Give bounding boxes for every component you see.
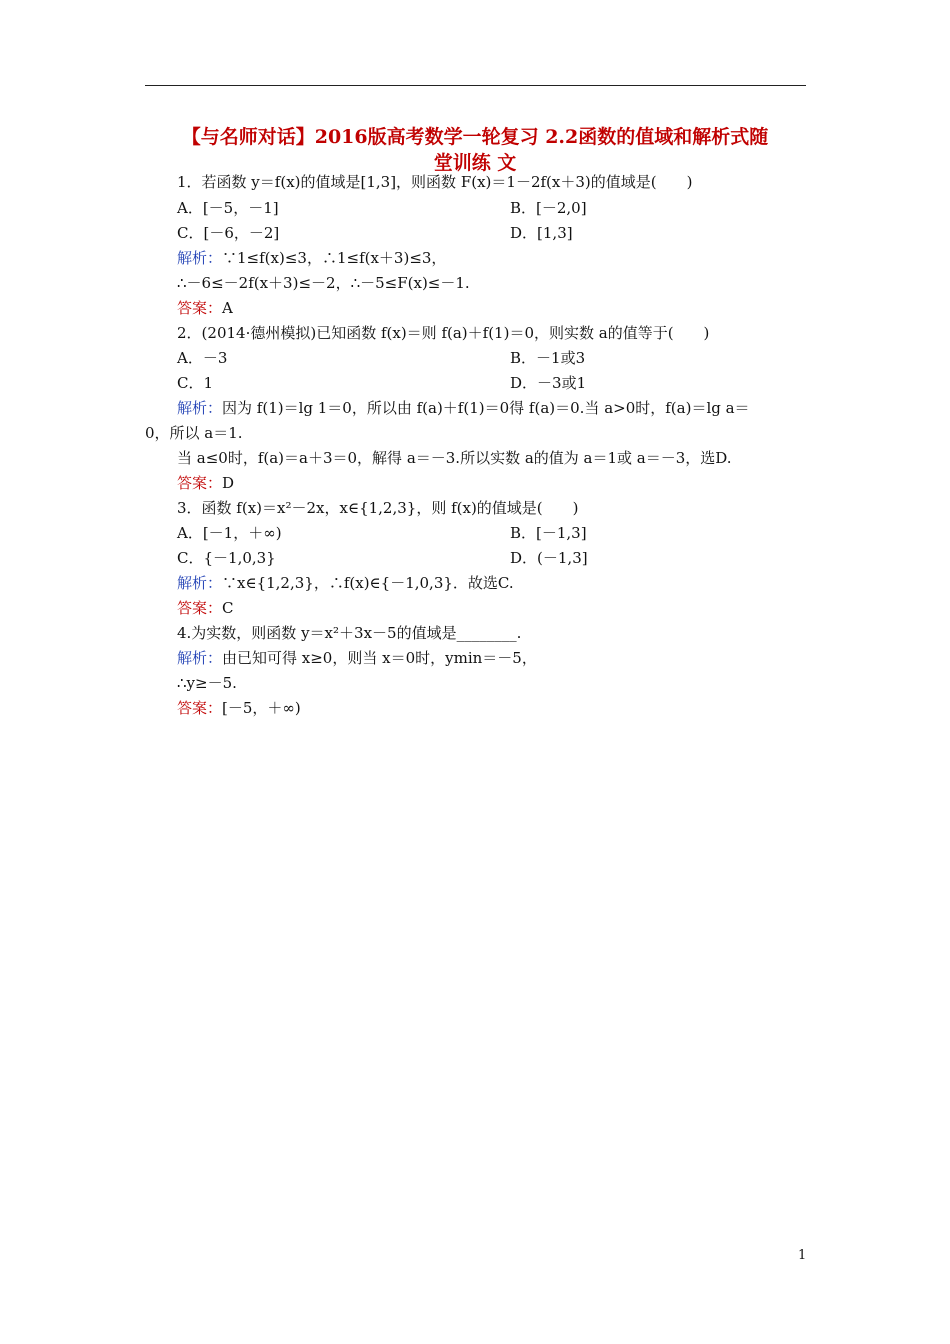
q3-option-b: B．[－1,3]	[510, 524, 587, 542]
q2-stem: 2．(2014·德州模拟)已知函数 f(x)＝则 f(a)＋f(1)＝0，则实数 a的值等于( )	[177, 324, 710, 342]
answer-label: 答案：	[177, 599, 223, 617]
q4-stem: 4.为实数，则函数 y＝x²＋3x－5的值域是________.	[177, 624, 522, 642]
header-rule	[145, 85, 806, 86]
explanation-label: 解析：	[177, 249, 223, 267]
q3-explanation-1: 解析：∵x∈{1,2,3}，∴f(x)∈{－1,0,3}．故选C.	[177, 574, 514, 592]
q2-explanation-1: 解析：因为 f(1)＝lg 1＝0，所以由 f(a)＋f(1)＝0得 f(a)＝0.当 a>0时，f(a)＝lg a＝	[177, 399, 750, 417]
explanation-label: 解析：	[177, 649, 223, 667]
q1-explanation-1: 解析：∵1≤f(x)≤3，∴1≤f(x＋3)≤3，	[177, 249, 447, 267]
q3-option-a: A．[－1，＋∞)	[177, 524, 282, 542]
title-line-1: 【与名师对话】2016版高考数学一轮复习 2.2函数的值域和解析式随	[181, 126, 769, 148]
q4-explanation-2: ∴y≥－5.	[177, 674, 237, 692]
q2-option-a: A．－3	[177, 349, 228, 367]
q3-option-d: D．(－1,3]	[510, 549, 588, 567]
answer-label: 答案：	[177, 699, 223, 717]
q1-option-a: A．[－5，－1]	[177, 199, 279, 217]
answer-label: 答案：	[177, 474, 223, 492]
q2-option-c: C．1	[177, 374, 214, 392]
q1-stem: 1．若函数 y＝f(x)的值域是[1,3]，则函数 F(x)＝1－2f(x＋3)的值域是( )	[177, 173, 693, 191]
explanation-label: 解析：	[177, 574, 223, 592]
q3-stem: 3．函数 f(x)＝x²－2x，x∈{1,2,3}，则 f(x)的值域是( )	[177, 499, 579, 517]
q3-answer: 答案：C	[177, 599, 234, 617]
q1-answer: 答案：A	[177, 299, 233, 317]
page-number: 1	[798, 1248, 807, 1263]
q4-explanation-1: 解析：由已知可得 x≥0，则当 x＝0时，ymin＝－5，	[177, 649, 537, 667]
q1-explanation-2: ∴－6≤－2f(x＋3)≤－2，∴－5≤F(x)≤－1.	[177, 274, 470, 292]
answer-label: 答案：	[177, 299, 223, 317]
q4-answer: 答案：[－5，＋∞)	[177, 699, 301, 717]
q2-answer: 答案：D	[177, 474, 235, 492]
title-line-2: 堂训练 文	[433, 152, 517, 174]
q2-option-b: B．－1或3	[510, 349, 586, 367]
q1-option-c: C．[－6，－2]	[177, 224, 280, 242]
q2-explanation-3: 当 a≤0时，f(a)＝a＋3＝0，解得 a＝－3.所以实数 a的值为 a＝1或 a＝－3，选D.	[177, 449, 732, 467]
q2-option-d: D．－3或1	[510, 374, 587, 392]
q1-option-d: D．[1,3]	[510, 224, 573, 242]
document-title	[140, 124, 810, 176]
q3-option-c: C．{－1,0,3}	[177, 549, 276, 567]
q2-explanation-2: 0，所以 a＝1.	[145, 424, 243, 442]
q1-option-b: B．[－2,0]	[510, 199, 587, 217]
explanation-label: 解析：	[177, 399, 223, 417]
